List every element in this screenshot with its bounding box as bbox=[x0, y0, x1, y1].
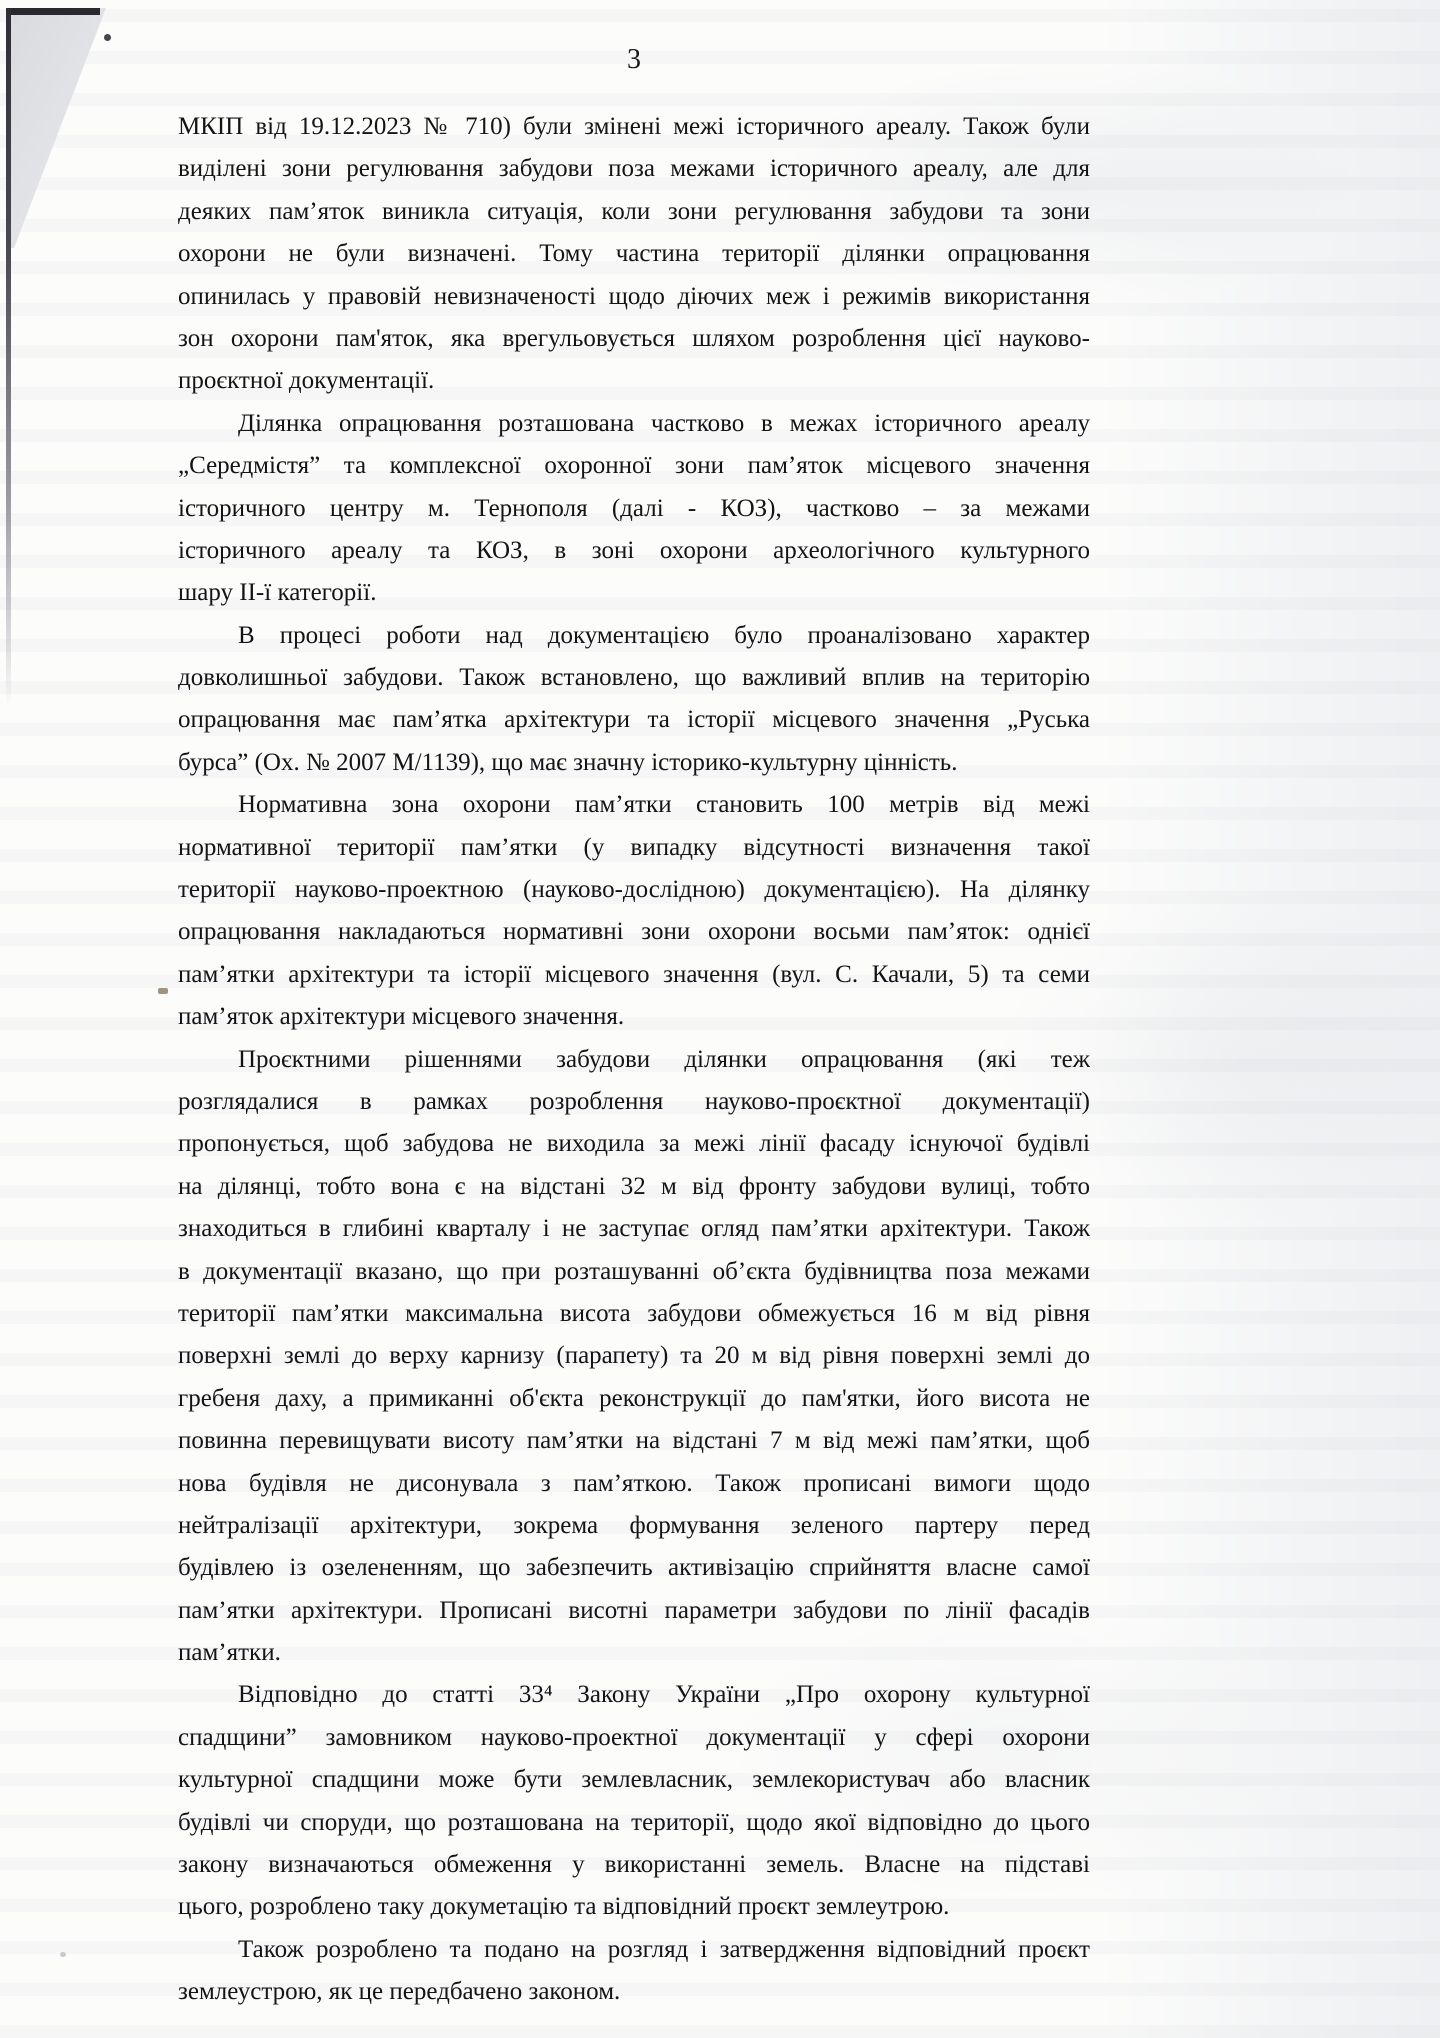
text-line: нормативної території пам’ятки (у випадку відсутності визначення такої bbox=[178, 833, 1090, 861]
text-line: знаходиться в глибині кварталу і не заступає огляд пам’ятки архітектури. Також bbox=[178, 1215, 1090, 1243]
text-line: проєктної документації. bbox=[178, 367, 435, 395]
text-line: В процесі роботи над документацією було проаналізовано характер bbox=[238, 621, 1090, 649]
text-line: опрацювання має пам’ятка архітектури та історії місцевого значення „Руська bbox=[178, 706, 1090, 734]
text-line: пам’ятки. bbox=[178, 1639, 281, 1667]
text-line: закону визначаються обмеження у використанні земель. Власне на підставі bbox=[178, 1851, 1090, 1879]
text-line: Ділянка опрацювання розташована частково в межах історичного ареалу bbox=[238, 409, 1090, 437]
text-line: Проєктними рішеннями забудови ділянки опрацювання (які теж bbox=[238, 1045, 1090, 1073]
text-line: будівлі чи споруди, що розташована на території, щодо якої відповідно до цього bbox=[178, 1808, 1090, 1836]
text-line: гребеня даху, а примиканні об'єкта реконструкції до пам'ятки, його висота не bbox=[178, 1384, 1090, 1412]
page-number: 3 bbox=[627, 44, 641, 75]
text-line: Відповідно до статті 33⁴ Закону України „Про охорону культурної bbox=[238, 1681, 1090, 1709]
text-line: опинилась у правовій невизначеності щодо діючих меж і режимів використання bbox=[178, 282, 1090, 310]
document-text bbox=[178, 106, 1090, 2014]
text-line: на ділянці, тобто вона є на відстані 32 м від фронту забудови вулиці, тобто bbox=[178, 1172, 1090, 1200]
text-line: поверхні землі до верху карнизу (парапету) та 20 м від рівня поверхні землі до bbox=[178, 1342, 1090, 1370]
text-line: МКІП від 19.12.2023 № 710) були змінені межі історичного ареалу. Також були bbox=[178, 113, 1090, 140]
scan-corner-fold bbox=[6, 8, 106, 248]
text-line: довколишньої забудови. Також встановлено, що важливий вплив на територію bbox=[178, 664, 1090, 692]
text-line: землеустрою, як це передбачено законом. bbox=[178, 1978, 621, 2006]
text-line: опрацювання накладаються нормативні зони охорони восьми пам’яток: однієї bbox=[178, 918, 1090, 946]
text-line: історичного ареалу та КОЗ, в зоні охорони археологічного культурного bbox=[178, 536, 1090, 564]
text-line: пам’яток архітектури місцевого значення. bbox=[178, 1003, 625, 1031]
text-line: повинна перевищувати висоту пам’ятки на відстані 7 м від межі пам’ятки, щоб bbox=[178, 1427, 1090, 1455]
text-line: деяких пам’яток виникла ситуація, коли зони регулювання забудови та зони bbox=[178, 197, 1090, 225]
scan-top-edge-shadow bbox=[8, 8, 100, 15]
scan-left-edge-shadow bbox=[6, 8, 11, 708]
scan-speck bbox=[60, 1952, 66, 1957]
text-line: шару ІІ-ї категорії. bbox=[178, 579, 377, 607]
text-line: пам’ятки архітектури та історії місцевого значення (вул. С. Качали, 5) та семи bbox=[178, 960, 1090, 988]
text-line: бурса” (Ох. № 2007 М/1139), що має значну історико-культурну цінність. bbox=[178, 748, 958, 776]
text-line: розглядалися в рамках розроблення науково-проєктної документації) bbox=[178, 1087, 1090, 1115]
text-line: нейтралізації архітектури, зокрема формування зеленого партеру перед bbox=[178, 1511, 1090, 1539]
margin-mark bbox=[158, 988, 168, 994]
text-line: пам’ятки архітектури. Прописані висотні параметри забудови по лінії фасадів bbox=[178, 1596, 1090, 1624]
text-line: зон охорони пам'яток, яка врегульовується шляхом розроблення цієї науково- bbox=[178, 324, 1090, 352]
text-line: культурної спадщини може бути землевласник, землекористувач або власник bbox=[178, 1766, 1090, 1794]
text-line: „Середмістя” та комплексної охоронної зони пам’яток місцевого значення bbox=[178, 452, 1090, 480]
text-line: цього, розроблено таку докуметацію та відповідний проєкт землеутрою. bbox=[178, 1893, 950, 1921]
text-line: в документації вказано, що при розташуванні об’єкта будівництва поза межами bbox=[178, 1257, 1090, 1285]
text-line: пропонується, щоб забудова не виходила за межі лінії фасаду існуючої будівлі bbox=[178, 1130, 1090, 1158]
text-line: нова будівля не дисонувала з пам’яткою. Також прописані вимоги щодо bbox=[178, 1469, 1090, 1497]
text-line: будівлею із озелененням, що забезпечить активізацію сприйняття власне самої bbox=[178, 1554, 1090, 1582]
text-line: виділені зони регулювання забудови поза межами історичного ареалу, але для bbox=[178, 155, 1090, 183]
text-line: охорони не були визначені. Тому частина території ділянки опрацювання bbox=[178, 240, 1090, 268]
text-line: Також розроблено та подано на розгляд і затвердження відповідний проєкт bbox=[238, 1935, 1090, 1963]
text-line: історичного центру м. Тернополя (далі - КОЗ), частково – за межами bbox=[178, 494, 1090, 522]
text-line: спадщини” замовником науково-проектної документації у сфері охорони bbox=[178, 1723, 1090, 1751]
text-line: території пам’ятки максимальна висота забудови обмежується 16 м від рівня bbox=[178, 1299, 1090, 1327]
text-line: Нормативна зона охорони пам’ятки становить 100 метрів від межі bbox=[238, 791, 1090, 819]
scan-speck bbox=[104, 34, 111, 41]
text-line: території науково-проектною (науково-дослідною) документацією). На ділянку bbox=[178, 876, 1090, 904]
